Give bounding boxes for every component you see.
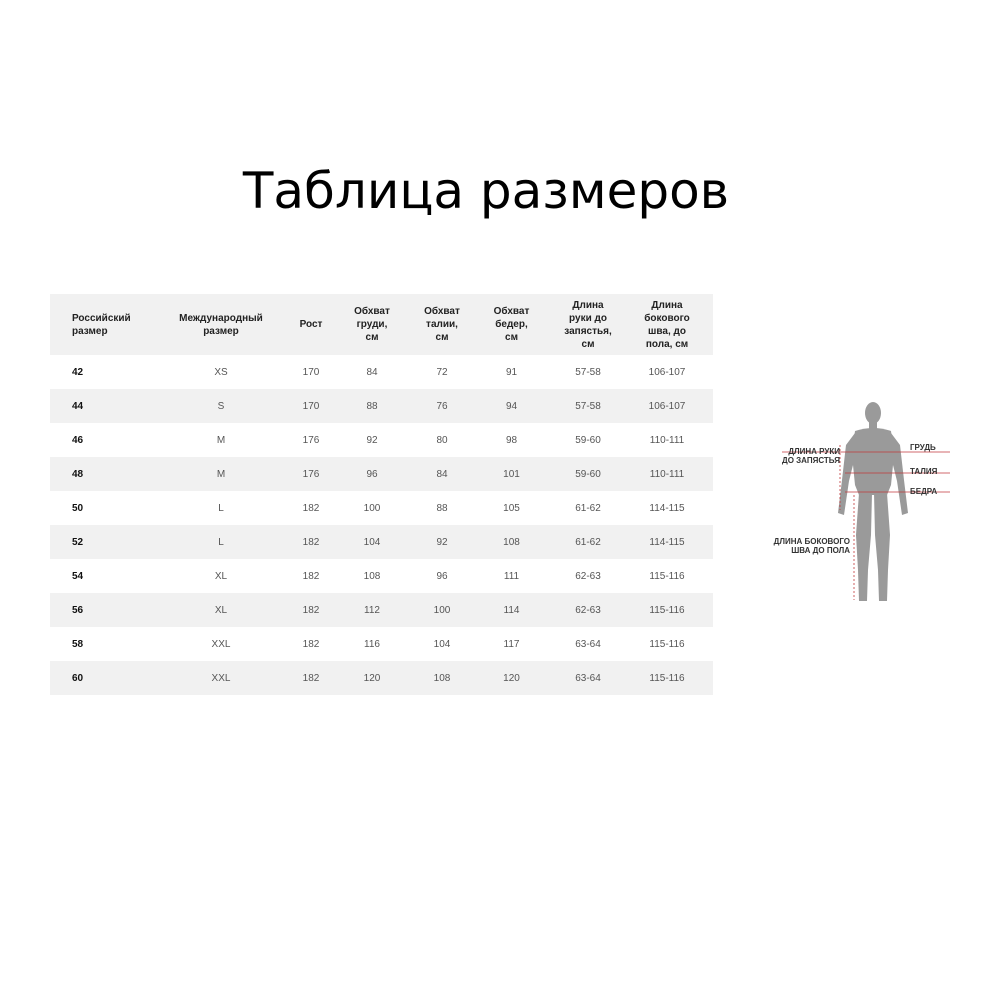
table-cell: XL <box>214 604 228 616</box>
table-cell: 108 <box>363 570 381 582</box>
table-cell: 104 <box>363 536 381 548</box>
table-cell: 56 <box>72 604 84 616</box>
table-cell: 182 <box>302 604 320 616</box>
table-cell: 76 <box>436 400 448 412</box>
table-cell: 106-107 <box>648 400 686 412</box>
header-hips: Обхват бедер, см <box>493 306 530 343</box>
table-cell: 62-63 <box>575 604 601 616</box>
table-cell: 98 <box>505 434 518 446</box>
table-cell: 120 <box>503 672 520 684</box>
table-row <box>50 423 713 457</box>
table-body <box>50 355 713 695</box>
table-cell: 72 <box>436 366 448 378</box>
table-cell: 96 <box>366 468 378 480</box>
table-cell: 88 <box>436 502 448 514</box>
table-cell: 57-58 <box>575 400 601 412</box>
table-cell: 91 <box>505 366 518 378</box>
label-chest: ГРУДЬ <box>910 443 936 452</box>
table-row <box>50 661 713 695</box>
table-cell: 92 <box>366 434 378 446</box>
table-row <box>50 355 713 389</box>
header-russian-size: Российский размер <box>72 312 131 337</box>
table-cell: 62-63 <box>575 570 601 582</box>
table-cell: XXL <box>211 638 231 650</box>
table-cell: 170 <box>302 366 320 378</box>
table-row <box>50 389 713 423</box>
table-cell: 100 <box>363 502 381 514</box>
table-cell: 46 <box>72 434 84 446</box>
size-table <box>50 294 713 695</box>
table-cell: 88 <box>366 400 378 412</box>
table-cell: L <box>218 536 224 548</box>
header-side-seam: Длина бокового шва, до пола, см <box>644 299 690 350</box>
table-cell: 110-111 <box>649 434 685 446</box>
table-cell: 170 <box>302 400 320 412</box>
table-cell: 63-64 <box>575 672 601 684</box>
table-row <box>50 593 713 627</box>
table-cell: 108 <box>503 536 520 548</box>
table-cell: 42 <box>72 366 84 378</box>
table-cell: 117 <box>503 638 520 650</box>
table-cell: 114 <box>503 604 520 616</box>
table-cell: 80 <box>436 434 448 446</box>
header-chest: Обхват груди, см <box>354 306 390 343</box>
table-row <box>50 491 713 525</box>
table-cell: 116 <box>364 638 380 650</box>
table-cell: 111 <box>503 570 520 582</box>
table-cell: 57-58 <box>575 366 601 378</box>
header-international-size: Международный размер <box>179 312 263 337</box>
label-hips: БЕДРА <box>910 487 938 496</box>
table-cell: 114-115 <box>649 536 685 548</box>
table-cell: 112 <box>364 604 380 616</box>
table-cell: 105 <box>503 502 520 514</box>
table-cell: XS <box>214 366 228 378</box>
table-cell: 176 <box>302 468 320 480</box>
table-cell: 114-115 <box>649 502 685 514</box>
table-cell: 61-62 <box>575 502 601 514</box>
table-row <box>50 525 713 559</box>
header-height: Рост <box>299 319 323 330</box>
table-cell: 108 <box>433 672 451 684</box>
table-cell: 104 <box>433 638 451 650</box>
table-cell: 115-116 <box>649 672 685 684</box>
table-cell: 182 <box>302 502 320 514</box>
table-cell: 61-62 <box>575 536 601 548</box>
table-cell: 48 <box>72 468 84 480</box>
table-cell: 182 <box>302 672 320 684</box>
table-cell: 60 <box>72 672 84 684</box>
human-figure-icon <box>760 395 960 615</box>
page-title: Таблица размеров <box>242 162 730 220</box>
table-cell: 176 <box>302 434 320 446</box>
table-cell: 182 <box>302 638 320 650</box>
table-cell: XXL <box>211 672 231 684</box>
table-cell: M <box>216 434 226 446</box>
table-cell: 115-116 <box>649 604 685 616</box>
table-cell: L <box>218 502 224 514</box>
table-cell: 115-116 <box>649 638 685 650</box>
table-cell: 84 <box>436 468 448 480</box>
table-cell: 106-107 <box>648 366 686 378</box>
table-cell: 101 <box>503 468 520 480</box>
label-side-seam: ДЛИНА БОКОВОГО ШВА ДО ПОЛА <box>773 537 850 555</box>
table-cell: 44 <box>72 400 84 412</box>
table-cell: 59-60 <box>575 434 601 446</box>
table-cell: 94 <box>505 400 518 412</box>
table-cell: 120 <box>363 672 381 684</box>
table-cell: 182 <box>302 570 320 582</box>
header-waist: Обхват талии, см <box>424 306 460 343</box>
table-cell: M <box>216 468 226 480</box>
table-row <box>50 627 713 661</box>
table-cell: 59-60 <box>575 468 601 480</box>
table-cell: 100 <box>433 604 451 616</box>
table-cell: 54 <box>72 570 84 582</box>
table-cell: 58 <box>72 638 84 650</box>
table-cell: S <box>217 400 225 412</box>
label-arm-length: ДЛИНА РУКИ ДО ЗАПЯСТЬЯ <box>782 447 840 465</box>
body-measurement-figure <box>760 395 960 615</box>
table-cell: 92 <box>436 536 448 548</box>
table-cell: 115-116 <box>649 570 685 582</box>
table-cell: 182 <box>302 536 320 548</box>
table-header-row <box>50 294 713 355</box>
table-cell: 96 <box>436 570 448 582</box>
table-cell: 84 <box>366 366 378 378</box>
table-cell: XL <box>214 570 228 582</box>
table-row <box>50 559 713 593</box>
label-waist: ТАЛИЯ <box>910 467 938 476</box>
table-cell: 50 <box>72 502 84 514</box>
table-cell: 63-64 <box>575 638 601 650</box>
table-cell: 52 <box>72 536 84 548</box>
table-row <box>50 457 713 491</box>
table-cell: 110-111 <box>649 468 685 480</box>
header-arm-length: Длина руки до запястья, см <box>564 299 612 350</box>
